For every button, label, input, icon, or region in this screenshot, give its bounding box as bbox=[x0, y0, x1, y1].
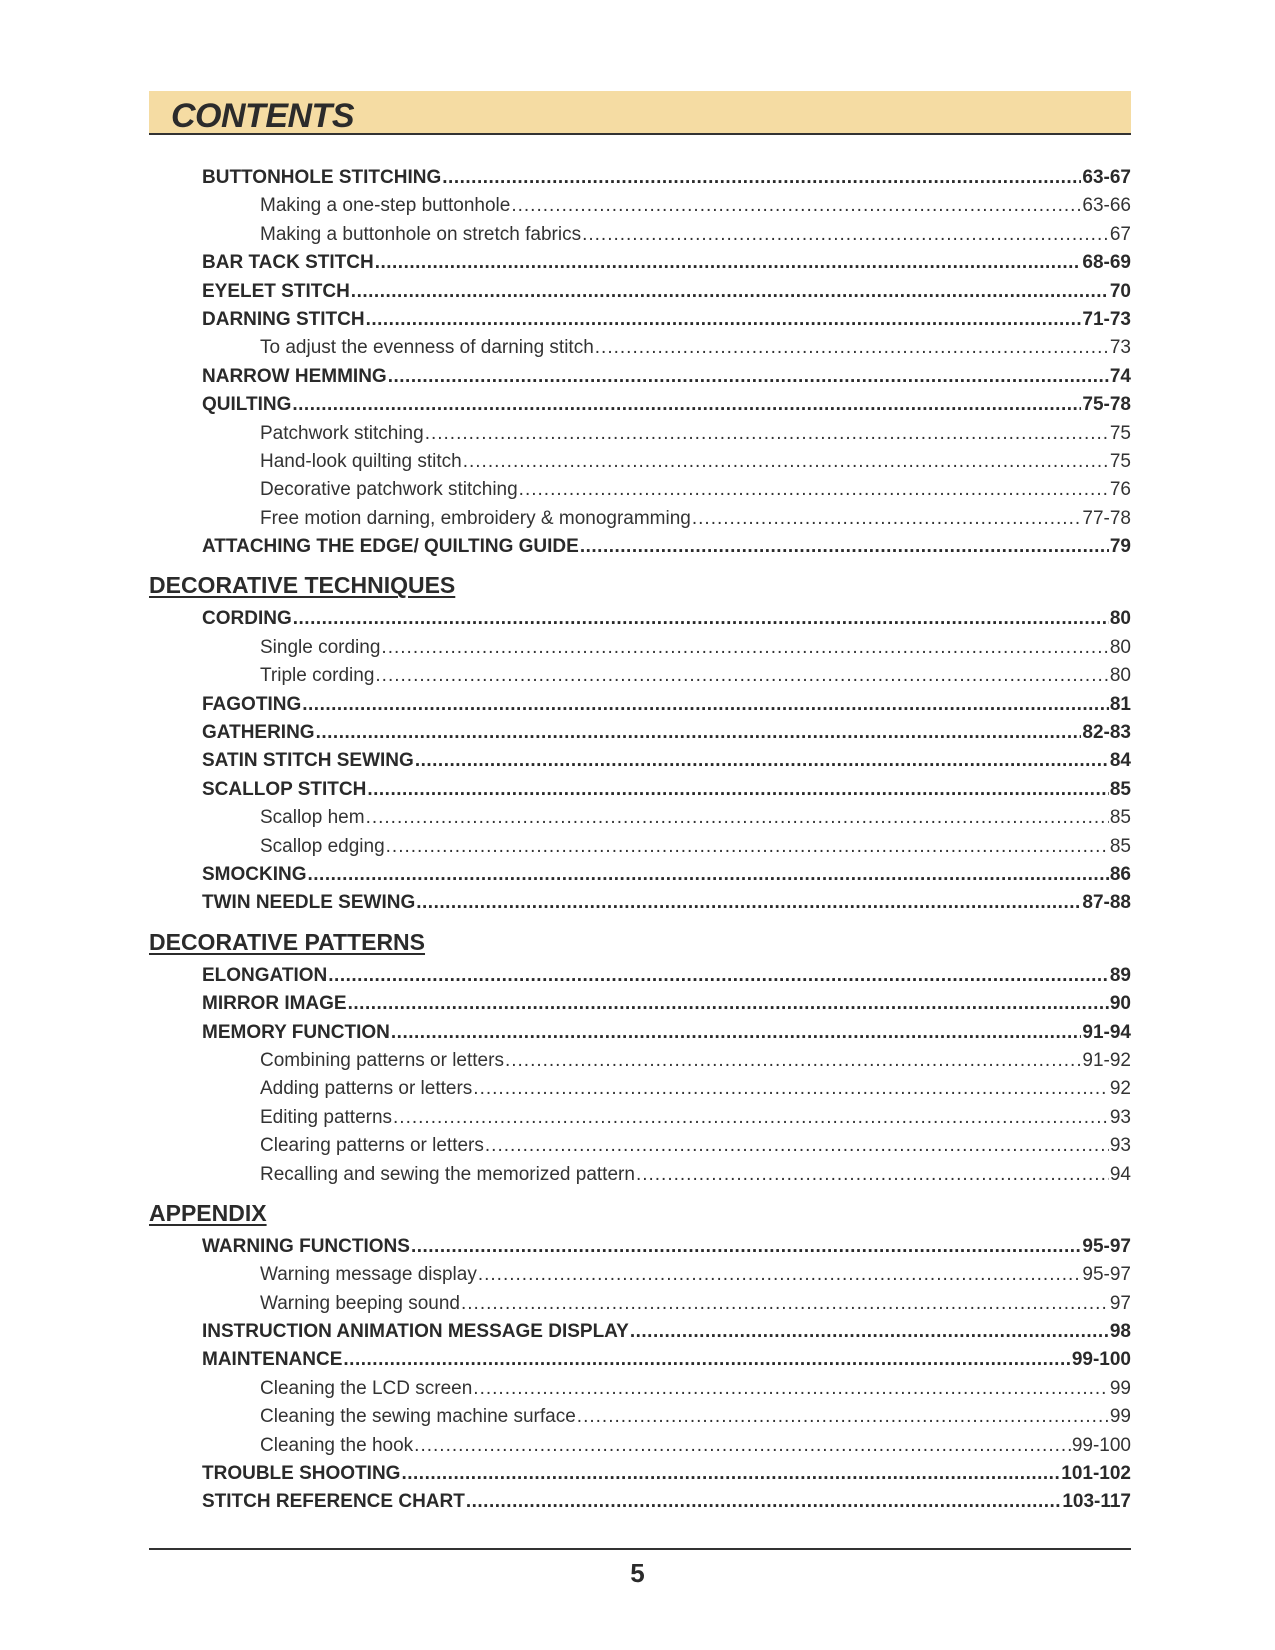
dot-leader bbox=[582, 221, 1109, 249]
toc-entry-label: Triple cording bbox=[260, 665, 375, 687]
toc-entry-page: 82-83 bbox=[1082, 722, 1131, 744]
toc-entry[interactable] bbox=[149, 1346, 1131, 1374]
toc-subentry[interactable] bbox=[149, 1047, 1131, 1075]
dot-leader bbox=[595, 334, 1109, 362]
toc-entry[interactable] bbox=[149, 747, 1131, 775]
dot-leader bbox=[580, 533, 1109, 561]
toc-entry[interactable] bbox=[149, 1019, 1131, 1047]
toc-entry-label: SMOCKING bbox=[202, 863, 307, 885]
toc-entry-label: Cleaning the LCD screen bbox=[260, 1377, 473, 1399]
toc-entry-label: NARROW HEMMING bbox=[202, 365, 387, 387]
toc-entry-label: SATIN STITCH SEWING bbox=[202, 750, 414, 772]
toc-entry-label: BUTTONHOLE STITCHING bbox=[202, 167, 442, 188]
toc-entry[interactable] bbox=[149, 962, 1131, 990]
toc-entry-label: Patchwork stitching bbox=[260, 422, 424, 444]
toc-entry-page: 95-97 bbox=[1082, 1235, 1131, 1257]
toc-subentry[interactable] bbox=[149, 221, 1131, 249]
dot-leader bbox=[391, 1019, 1082, 1047]
toc-entry-label: SCALLOP STITCH bbox=[202, 778, 367, 800]
toc-subentry[interactable] bbox=[149, 505, 1131, 533]
dot-leader bbox=[328, 962, 1109, 990]
table-of-contents bbox=[149, 164, 1131, 1517]
toc-entry[interactable] bbox=[149, 719, 1131, 747]
dot-leader bbox=[411, 1233, 1081, 1261]
toc-entry-label: ATTACHING THE EDGE/ QUILTING GUIDE bbox=[202, 536, 579, 558]
toc-entry-page: 99 bbox=[1109, 1406, 1131, 1428]
toc-entry-page: 86 bbox=[1109, 863, 1131, 885]
toc-entry-label: To adjust the evenness of darning stitch bbox=[260, 337, 594, 359]
toc-entry-page: 98 bbox=[1109, 1321, 1131, 1343]
toc-entry-label: Warning message display bbox=[260, 1264, 477, 1286]
toc-entry-label: FAGOTING bbox=[202, 693, 302, 715]
dot-leader bbox=[388, 363, 1109, 391]
toc-entry-page: 77-78 bbox=[1082, 507, 1131, 529]
toc-entry-page: 103-117 bbox=[1062, 1491, 1131, 1513]
contents-header-band bbox=[149, 91, 1131, 135]
toc-entry[interactable] bbox=[149, 691, 1131, 719]
dot-leader bbox=[302, 691, 1109, 719]
toc-entry-page: 85 bbox=[1109, 835, 1131, 857]
toc-entry[interactable] bbox=[149, 249, 1131, 277]
dot-leader bbox=[461, 1290, 1109, 1318]
toc-subentry[interactable] bbox=[149, 448, 1131, 476]
section-heading: DECORATIVE PATTERNS bbox=[149, 928, 426, 955]
toc-entry[interactable] bbox=[149, 391, 1131, 419]
toc-entry-label: STITCH REFERENCE CHART bbox=[202, 1491, 465, 1513]
toc-subentry[interactable] bbox=[149, 1375, 1131, 1403]
toc-entry-page: 74 bbox=[1109, 365, 1131, 387]
dot-leader bbox=[366, 804, 1109, 832]
toc-entry[interactable] bbox=[149, 1488, 1131, 1516]
toc-entry[interactable] bbox=[149, 776, 1131, 804]
dot-leader bbox=[308, 861, 1109, 889]
page-title: CONTENTS bbox=[171, 97, 354, 135]
toc-subentry[interactable] bbox=[149, 476, 1131, 504]
toc-entry-page: 75-78 bbox=[1082, 394, 1131, 416]
dot-leader bbox=[375, 249, 1082, 277]
toc-entry[interactable] bbox=[149, 1233, 1131, 1261]
toc-entry[interactable] bbox=[149, 889, 1131, 917]
toc-entry-label: Adding patterns or letters bbox=[260, 1078, 473, 1100]
dot-leader bbox=[351, 278, 1109, 306]
toc-entry-label: QUILTING bbox=[202, 394, 292, 416]
toc-entry-label: GATHERING bbox=[202, 722, 315, 744]
toc-entry-label: MAINTENANCE bbox=[202, 1349, 343, 1371]
toc-subentry[interactable] bbox=[149, 1104, 1131, 1132]
toc-entry-page: 70 bbox=[1109, 280, 1131, 302]
dot-leader bbox=[366, 306, 1082, 334]
toc-entry-label: Cleaning the sewing machine surface bbox=[260, 1406, 576, 1428]
toc-entry-page: 80 bbox=[1109, 608, 1131, 630]
toc-entry[interactable] bbox=[149, 1318, 1131, 1346]
toc-entry-label: Single cording bbox=[260, 636, 381, 658]
dot-leader bbox=[442, 164, 1081, 192]
section-heading: APPENDIX bbox=[149, 1199, 267, 1226]
toc-entry-label: Free motion darning, embroidery & monogramming bbox=[260, 507, 691, 529]
toc-entry-label: Making a buttonhole on stretch fabrics bbox=[260, 223, 582, 245]
toc-entry-page: 90 bbox=[1109, 993, 1131, 1015]
toc-entry-page: 95-97 bbox=[1082, 1264, 1131, 1286]
dot-leader bbox=[473, 1075, 1109, 1103]
toc-entry-label: WARNING FUNCTIONS bbox=[202, 1235, 410, 1257]
toc-entry-label: Combining patterns or letters bbox=[260, 1049, 504, 1071]
toc-subentry[interactable] bbox=[149, 1075, 1131, 1103]
toc-entry-page: 99-100 bbox=[1071, 1349, 1131, 1371]
dot-leader bbox=[511, 192, 1081, 220]
toc-entry[interactable] bbox=[149, 363, 1131, 391]
toc-entry-page: 76 bbox=[1109, 479, 1131, 501]
toc-subentry[interactable] bbox=[149, 833, 1131, 861]
toc-entry-page: 91-94 bbox=[1082, 1021, 1131, 1043]
dot-leader bbox=[692, 505, 1082, 533]
toc-entry[interactable] bbox=[149, 533, 1131, 561]
dot-leader bbox=[381, 634, 1108, 662]
toc-entry-page: 93 bbox=[1109, 1135, 1131, 1157]
toc-entry-label: EYELET STITCH bbox=[202, 280, 350, 302]
dot-leader bbox=[416, 889, 1081, 917]
toc-entry-page: 71-73 bbox=[1082, 308, 1131, 330]
toc-subentry[interactable] bbox=[149, 662, 1131, 690]
toc-entry-page: 93 bbox=[1109, 1106, 1131, 1128]
toc-entry-page: 85 bbox=[1109, 778, 1131, 800]
toc-entry-label: Hand-look quilting stitch bbox=[260, 450, 462, 472]
toc-entry[interactable] bbox=[149, 861, 1131, 889]
toc-entry[interactable] bbox=[149, 605, 1131, 633]
toc-entry[interactable] bbox=[149, 1460, 1131, 1488]
toc-subentry[interactable] bbox=[149, 1403, 1131, 1431]
toc-entry-page: 79 bbox=[1109, 536, 1131, 558]
toc-entry-page: 68-69 bbox=[1082, 252, 1131, 274]
toc-entry-page: 84 bbox=[1109, 750, 1131, 772]
toc-subentry[interactable] bbox=[149, 334, 1131, 362]
toc-entry-label: INSTRUCTION ANIMATION MESSAGE DISPLAY bbox=[202, 1321, 629, 1343]
toc-subentry[interactable] bbox=[149, 1132, 1131, 1160]
dot-leader bbox=[415, 747, 1109, 775]
toc-entry-page: 97 bbox=[1109, 1292, 1131, 1314]
toc-entry-page: 99 bbox=[1109, 1377, 1131, 1399]
toc-entry-label: Making a one-step buttonhole bbox=[260, 195, 511, 217]
toc-subentry[interactable] bbox=[149, 1432, 1131, 1460]
dot-leader bbox=[393, 1104, 1109, 1132]
dot-leader bbox=[367, 776, 1109, 804]
toc-entry-page: 101-102 bbox=[1061, 1463, 1131, 1485]
toc-entry-page: 92 bbox=[1109, 1078, 1131, 1100]
toc-subentry[interactable] bbox=[149, 1161, 1131, 1189]
toc-entry-label: TROUBLE SHOOTING bbox=[202, 1463, 401, 1485]
dot-leader bbox=[636, 1161, 1109, 1189]
toc-entry-label: Warning beeping sound bbox=[260, 1292, 460, 1314]
toc-subentry[interactable] bbox=[149, 192, 1131, 220]
toc-subentry[interactable] bbox=[149, 1261, 1131, 1289]
dot-leader bbox=[386, 833, 1109, 861]
dot-leader bbox=[375, 662, 1108, 690]
toc-entry-page: 87-88 bbox=[1082, 892, 1131, 914]
toc-subentry[interactable] bbox=[149, 1290, 1131, 1318]
footer-divider bbox=[149, 1548, 1131, 1550]
toc-entry-page: 94 bbox=[1109, 1163, 1131, 1185]
toc-entry-label: DARNING STITCH bbox=[202, 308, 365, 330]
toc-entry-page: 75 bbox=[1109, 422, 1131, 444]
dot-leader bbox=[292, 391, 1081, 419]
toc-entry-page: 63-66 bbox=[1082, 195, 1131, 217]
dot-leader bbox=[519, 476, 1109, 504]
toc-entry-label: Clearing patterns or letters bbox=[260, 1135, 484, 1157]
dot-leader bbox=[425, 420, 1109, 448]
toc-entry-label: TWIN NEEDLE SEWING bbox=[202, 892, 416, 914]
dot-leader bbox=[401, 1460, 1060, 1488]
toc-entry-page: 63-67 bbox=[1082, 167, 1131, 188]
toc-entry-label: MIRROR IMAGE bbox=[202, 993, 347, 1015]
toc-entry-label: ELONGATION bbox=[202, 964, 328, 986]
toc-entry[interactable] bbox=[149, 164, 1131, 192]
toc-entry-page: 80 bbox=[1109, 636, 1131, 658]
dot-leader bbox=[463, 448, 1109, 476]
toc-entry-label: Cleaning the hook bbox=[260, 1434, 414, 1456]
toc-entry-page: 73 bbox=[1109, 337, 1131, 359]
toc-entry-page: 89 bbox=[1109, 964, 1131, 986]
toc-entry-label: Editing patterns bbox=[260, 1106, 393, 1128]
toc-subentry[interactable] bbox=[149, 420, 1131, 448]
section-heading: DECORATIVE TECHNIQUES bbox=[149, 572, 456, 599]
dot-leader bbox=[343, 1346, 1070, 1374]
dot-leader bbox=[466, 1488, 1061, 1516]
toc-entry-label: Scallop edging bbox=[260, 835, 385, 857]
toc-entry-label: CORDING bbox=[202, 608, 292, 630]
dot-leader bbox=[473, 1375, 1109, 1403]
toc-entry[interactable] bbox=[149, 278, 1131, 306]
toc-entry-page: 67 bbox=[1109, 223, 1131, 245]
dot-leader bbox=[577, 1403, 1109, 1431]
dot-leader bbox=[348, 990, 1109, 1018]
toc-entry-label: Decorative patchwork stitching bbox=[260, 479, 518, 501]
toc-entry-page: 91-92 bbox=[1082, 1049, 1131, 1071]
dot-leader bbox=[478, 1261, 1082, 1289]
toc-entry-page: 80 bbox=[1109, 665, 1131, 687]
dot-leader bbox=[414, 1432, 1071, 1460]
toc-subentry[interactable] bbox=[149, 804, 1131, 832]
toc-entry[interactable] bbox=[149, 306, 1131, 334]
dot-leader bbox=[505, 1047, 1081, 1075]
toc-entry-page: 99-100 bbox=[1071, 1434, 1131, 1456]
toc-entry-label: Recalling and sewing the memorized pattern bbox=[260, 1163, 635, 1185]
toc-entry-label: Scallop hem bbox=[260, 807, 365, 829]
dot-leader bbox=[316, 719, 1082, 747]
dot-leader bbox=[293, 605, 1109, 633]
toc-entry-label: BAR TACK STITCH bbox=[202, 252, 374, 274]
page-number: 5 bbox=[630, 1558, 645, 1588]
toc-entry-label: MEMORY FUNCTION bbox=[202, 1021, 390, 1043]
dot-leader bbox=[485, 1132, 1109, 1160]
toc-entry-page: 75 bbox=[1109, 450, 1131, 472]
toc-entry[interactable] bbox=[149, 990, 1131, 1018]
toc-subentry[interactable] bbox=[149, 634, 1131, 662]
dot-leader bbox=[630, 1318, 1109, 1346]
toc-entry-page: 85 bbox=[1109, 807, 1131, 829]
toc-entry-page: 81 bbox=[1109, 693, 1131, 715]
